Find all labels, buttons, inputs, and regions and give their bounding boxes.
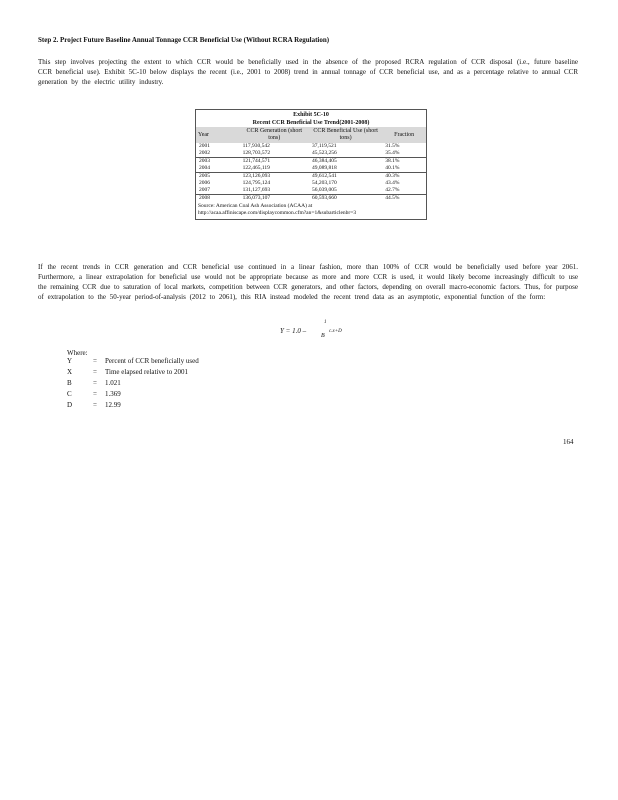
- table-row: [196, 180, 426, 187]
- definition-row: [67, 368, 188, 376]
- cell-fraction: 43.4%: [385, 180, 400, 186]
- exhibit-title: [196, 110, 426, 127]
- definition-var: C: [67, 390, 72, 398]
- formula-exponent: c.x+D: [329, 329, 342, 334]
- cell-beneficial: 37,119,521: [311, 143, 337, 149]
- cell-generation: 117,930,542: [242, 143, 270, 149]
- formula: [280, 320, 342, 339]
- definition-eq: =: [93, 390, 97, 398]
- exhibit-table: [196, 127, 426, 202]
- table-row: [196, 150, 426, 158]
- definition-text: Time elapsed relative to 2001: [105, 368, 188, 376]
- cell-fraction: 42.7%: [382, 187, 426, 195]
- definition-var: D: [67, 401, 73, 409]
- cell-fraction: 40.3%: [385, 173, 400, 179]
- cell-fraction: 31.5%: [385, 143, 400, 149]
- exhibit-title-line2: Recent CCR Beneficial Use Trend(2001-2008): [252, 120, 370, 126]
- cell-year: 2008: [199, 195, 210, 201]
- table-source-note: [196, 202, 426, 219]
- cell-beneficial: 45,523,256: [309, 150, 382, 158]
- cell-generation: 122,465,119: [240, 165, 309, 173]
- cell-beneficial: 56,039,005: [309, 187, 382, 195]
- cell-fraction: 38.1%: [385, 158, 400, 164]
- cell-year: 2004: [196, 165, 240, 173]
- paragraph-intro: This step involves projecting the extent to which CCR would be beneficially used in the absence of the proposed RCRA regulation of CCR disposal (i.e., future baseline CCR beneficial use). Exhibit 5C-10 below displays the recent (i.e., 2001 to 2008) trend in annual tonnage of CCR beneficial use, and as a percentage relative to annual CCR generation by the electric utility industry.: [38, 58, 578, 86]
- header-year: Year: [196, 127, 240, 143]
- where-label: Where:: [67, 349, 88, 357]
- section-heading: Step 2. Project Future Baseline Annual Tonnage CCR Beneficial Use (Without RCRA Regulation): [38, 36, 330, 44]
- definition-text: 1.369: [105, 390, 121, 398]
- formula-main: Y = 1.0 –: [280, 327, 307, 335]
- definition-row: [67, 401, 121, 409]
- exhibit-table-box: [195, 109, 427, 220]
- exhibit-title-line1: Exhibit 5C-10: [293, 112, 329, 118]
- table-row: [196, 187, 426, 195]
- header-generation: CCR Generation (short tons): [240, 127, 309, 143]
- cell-year: 2006: [199, 180, 210, 186]
- cell-generation: 131,127,693: [240, 187, 309, 195]
- cell-generation: 128,703,572: [240, 150, 309, 158]
- definition-var: B: [67, 379, 72, 387]
- cell-fraction: 35.4%: [382, 150, 426, 158]
- table-row: [196, 165, 426, 173]
- definition-row: [67, 357, 199, 365]
- cell-year: 2001: [199, 143, 210, 149]
- cell-fraction: 44.5%: [385, 195, 400, 201]
- cell-generation: 123,126,093: [242, 173, 271, 179]
- cell-generation: 124,795,124: [242, 180, 271, 186]
- formula-base: B: [321, 333, 325, 339]
- definition-eq: =: [93, 379, 97, 387]
- cell-fraction: 40.1%: [382, 165, 426, 173]
- cell-generation: 121,744,571: [242, 158, 271, 164]
- cell-beneficial: 60,593,660: [311, 195, 337, 201]
- cell-beneficial: 49,089,818: [309, 165, 382, 173]
- table-body: [196, 143, 426, 202]
- definition-text: 12.99: [105, 401, 121, 409]
- cell-generation: 136,073,107: [242, 195, 271, 201]
- header-beneficial: CCR Beneficial Use (short tons): [309, 127, 382, 143]
- definition-row: [67, 390, 121, 398]
- definition-eq: =: [93, 401, 97, 409]
- source-url-link[interactable]: http://acaa.affiniscape.com/displaycommon.cfm?an=1&subarticlenbr=3: [198, 210, 357, 216]
- page-number: 164: [563, 438, 574, 446]
- definition-var: Y: [67, 357, 73, 365]
- table-header-row: [196, 127, 426, 143]
- definition-var: X: [67, 368, 73, 376]
- cell-beneficial: 46,384,405: [311, 158, 337, 164]
- cell-year: 2005: [199, 173, 210, 179]
- definition-text: Percent of CCR beneficially used: [105, 357, 199, 365]
- header-fraction: Fraction: [382, 127, 426, 143]
- table-row: [196, 143, 426, 150]
- table-row: [196, 195, 426, 203]
- cell-year: 2002: [196, 150, 240, 158]
- cell-beneficial: 54,203,170: [311, 180, 337, 186]
- cell-year: 2003: [199, 158, 210, 164]
- table-row: [196, 158, 426, 166]
- definition-eq: =: [93, 368, 97, 376]
- paragraph-extrapolation: If the recent trends in CCR generation and CCR beneficial use continued in a linear fashion, more than 100% of CCR would be beneficially used before year 2061. Furthermore, a linear extrapolation for beneficial use would not be appropriate because as more and more CCR is used, it would likely become increasingly difficult to use the remaining CCR due to saturation of local markets, competition between CCR generators, and other factors, depending on overall macro-economic factors. Thus, for purpose of extrapolation to the 50-year period-of-analysis (2012 to 2061), this RIA instead modeled the recent trend data as an asymptotic, exponential function of the form:: [38, 263, 579, 301]
- cell-year: 2007: [196, 187, 240, 195]
- table-row: [196, 173, 426, 181]
- definition-row: [67, 379, 121, 387]
- cell-beneficial: 49,612,541: [311, 173, 337, 179]
- definition-eq: =: [93, 357, 97, 365]
- source-line1: Source: American Coal Ash Association (ACAA) at: [198, 203, 313, 209]
- definition-text: 1.021: [105, 379, 121, 387]
- formula-numerator: 1: [324, 320, 327, 325]
